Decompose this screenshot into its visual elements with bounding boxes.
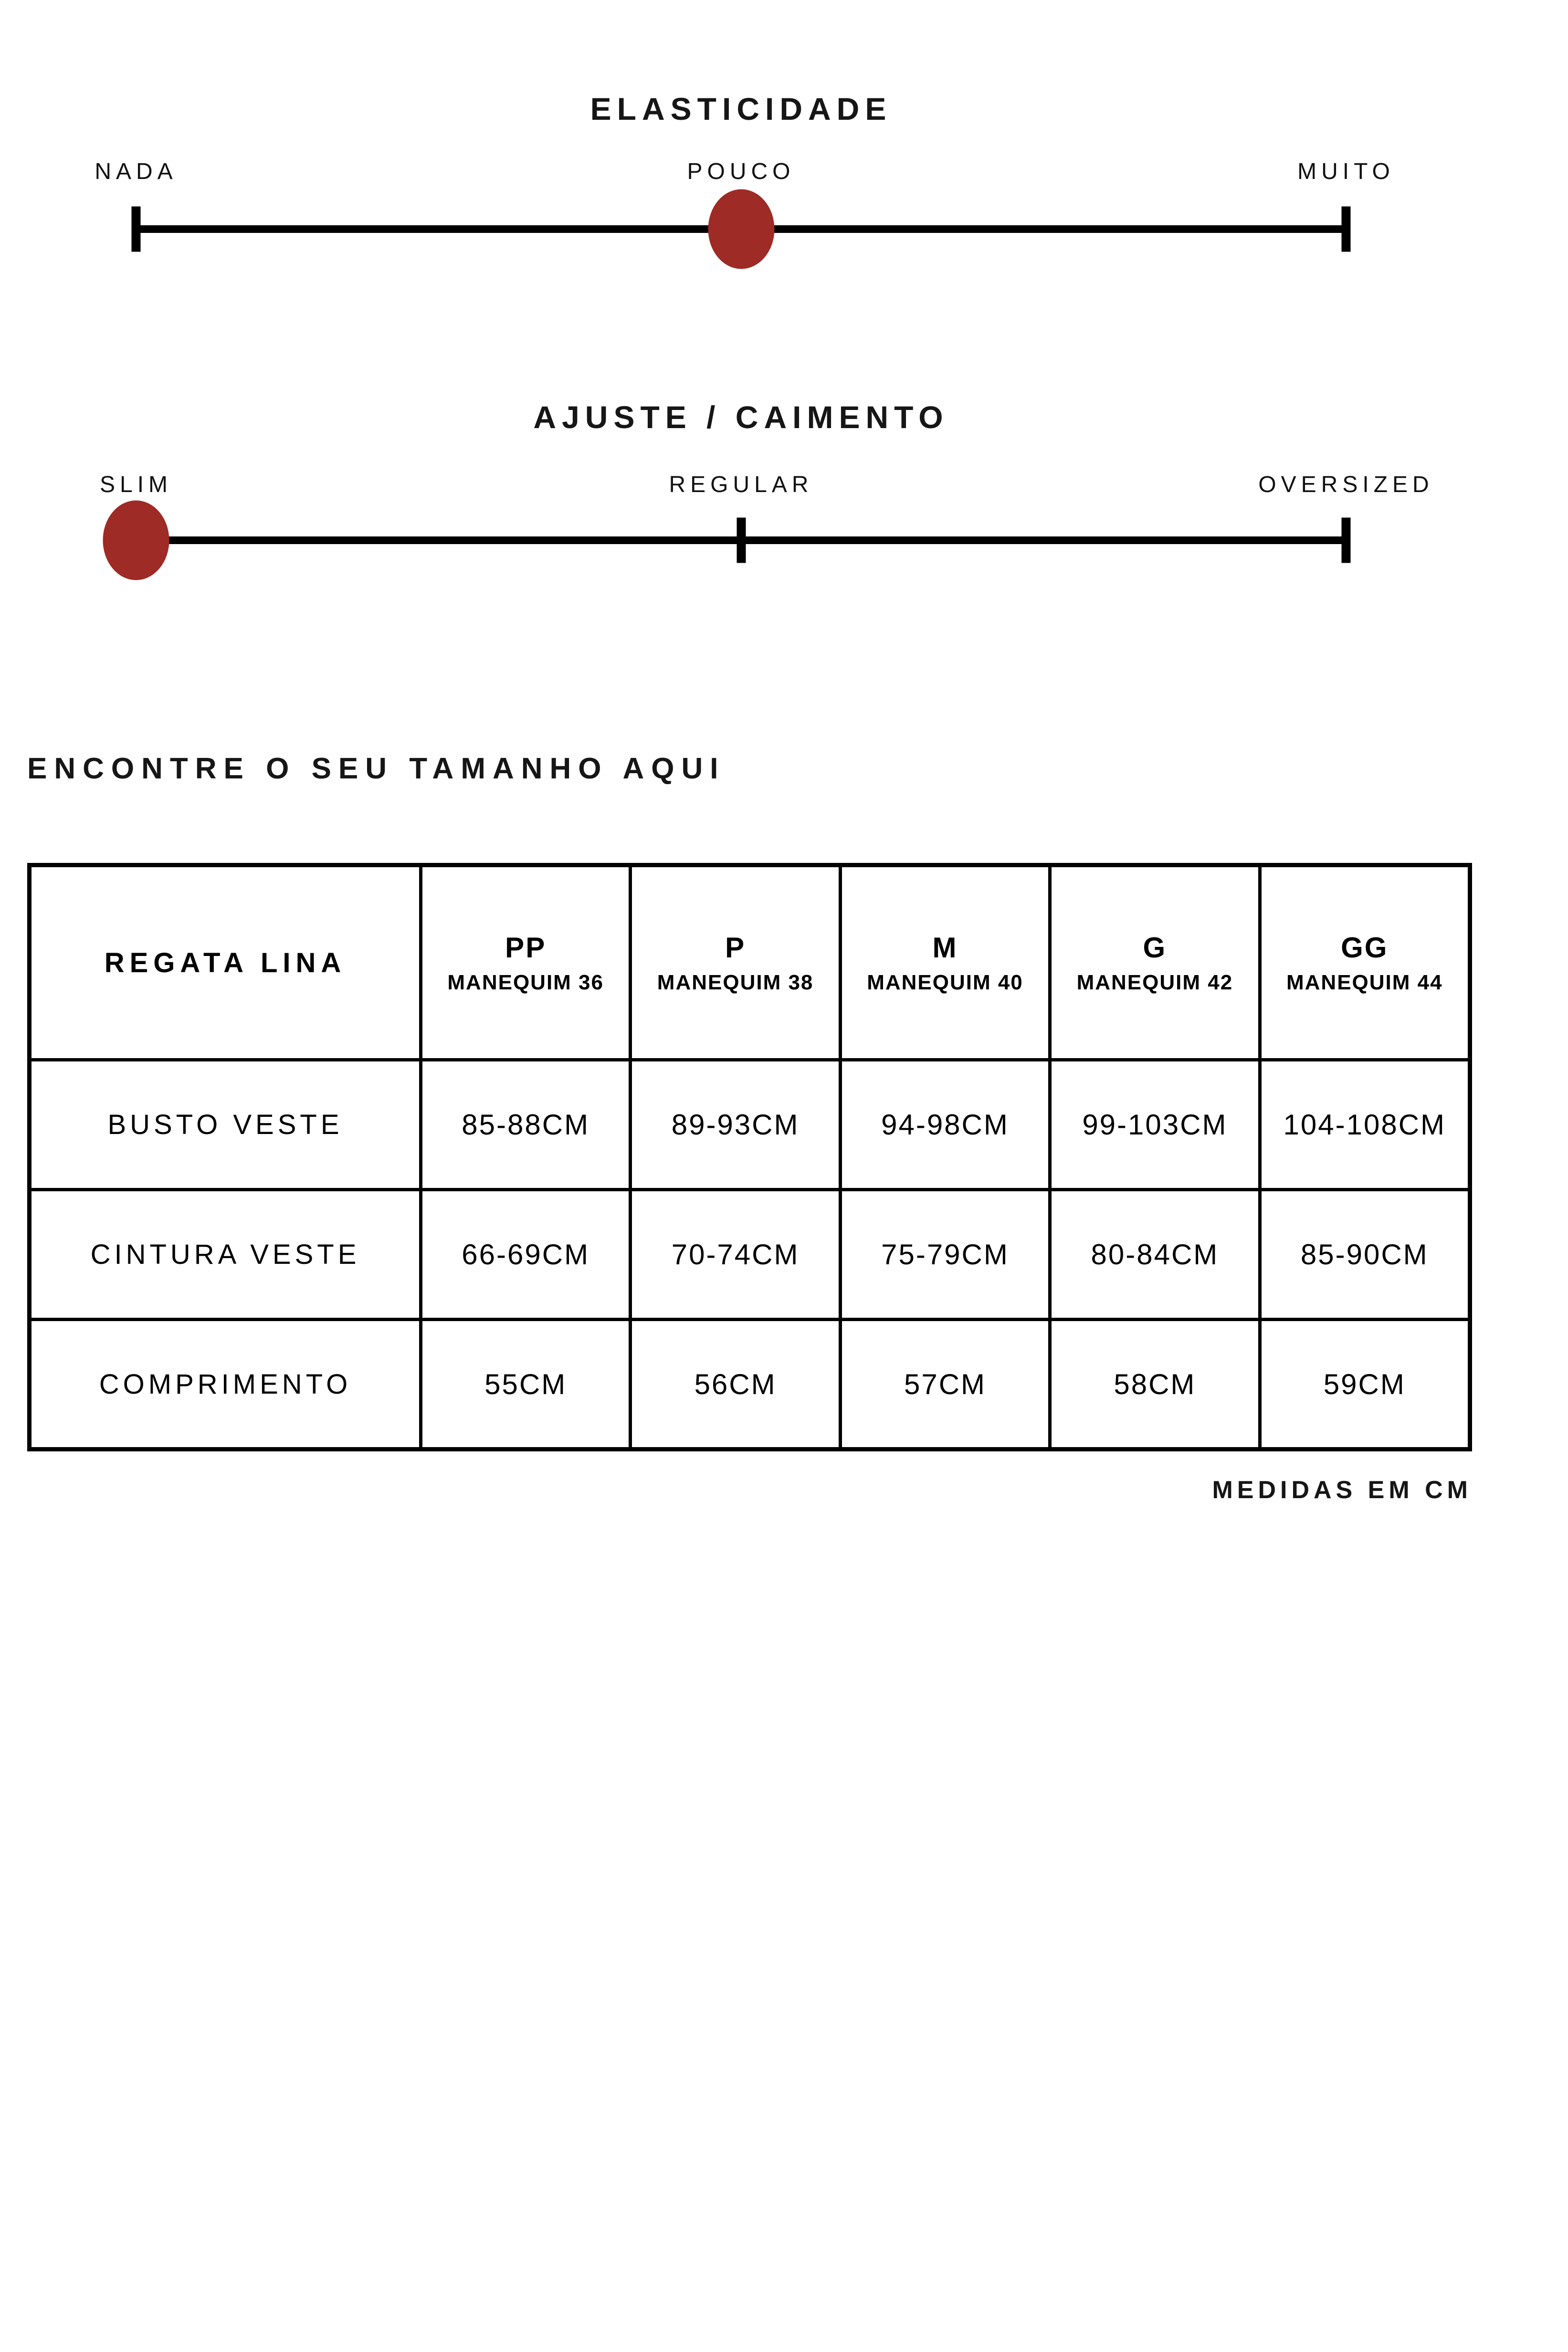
table-row-label-cell — [32, 1058, 419, 1188]
cell-value: 104-108CM — [1283, 1109, 1446, 1141]
fit-label-regular: REGULAR — [669, 472, 813, 497]
cell-value: 80-84CM — [1091, 1239, 1219, 1270]
table-cell — [1258, 1318, 1468, 1447]
fit-label-slim: SLIM — [99, 472, 173, 497]
cell-value: 85-88CM — [462, 1109, 590, 1141]
table-header-p — [629, 867, 838, 1058]
table-cell — [839, 1058, 1048, 1188]
elasticity-title: ELASTICIDADE — [590, 91, 892, 126]
cell-value: 94-98CM — [881, 1109, 1009, 1141]
fit-label-oversized: OVERSIZED — [1258, 472, 1434, 497]
measurements-footnote: MEDIDAS EM CM — [1212, 1476, 1472, 1504]
find-size-heading: ENCONTRE O SEU TAMANHO AQUI — [27, 752, 726, 785]
table-row-label-cell — [32, 1318, 419, 1447]
elasticity-scale-labels — [95, 158, 1395, 187]
table-cell — [1048, 1318, 1258, 1447]
fit-indicator-dot — [103, 501, 169, 580]
table-header-pp — [419, 867, 629, 1058]
fit-slider — [136, 536, 1346, 544]
fit-section — [99, 399, 1434, 590]
table-cell — [839, 1188, 1048, 1318]
elasticity-indicator-dot — [708, 189, 774, 269]
table-cell — [629, 1318, 838, 1447]
cell-value: 59CM — [1323, 1368, 1406, 1400]
mannequin-label: MANEQUIM 40 — [867, 970, 1023, 994]
fit-scale-labels — [99, 472, 1434, 500]
table-row-label-cell — [32, 1188, 419, 1318]
row-label: BUSTO VESTE — [107, 1109, 343, 1140]
row-label: COMPRIMENTO — [99, 1368, 352, 1400]
size-label: PP — [505, 931, 547, 964]
table-cell — [419, 1058, 629, 1188]
cell-value: 75-79CM — [881, 1239, 1009, 1270]
cell-value: 70-74CM — [671, 1239, 800, 1270]
cell-value: 66-69CM — [462, 1239, 590, 1270]
table-header-m — [839, 867, 1048, 1058]
elasticity-label-pouco: POUCO — [687, 159, 795, 184]
slider-tick-start — [132, 207, 141, 252]
cell-value: 58CM — [1114, 1368, 1196, 1400]
cell-value: 57CM — [904, 1368, 987, 1400]
elasticity-label-muito: MUITO — [1297, 159, 1395, 184]
size-table — [27, 863, 1472, 1451]
table-header-g — [1048, 867, 1258, 1058]
slider-tick-end — [1342, 518, 1351, 563]
size-label: GG — [1341, 931, 1389, 964]
cell-value: 99-103CM — [1082, 1109, 1228, 1141]
table-product-cell — [32, 867, 419, 1058]
mannequin-label: MANEQUIM 36 — [447, 970, 604, 994]
fit-title: AJUSTE / CAIMENTO — [533, 399, 949, 435]
slider-tick-end — [1342, 207, 1351, 252]
table-cell — [629, 1058, 838, 1188]
table-header-gg — [1258, 867, 1468, 1058]
product-name: REGATA LINA — [104, 947, 347, 978]
size-label: P — [725, 931, 746, 964]
table-cell — [629, 1188, 838, 1318]
table-cell — [1048, 1058, 1258, 1188]
mannequin-label: MANEQUIM 38 — [657, 970, 814, 994]
table-cell — [419, 1188, 629, 1318]
size-label: G — [1143, 931, 1167, 964]
elasticity-slider — [136, 225, 1346, 233]
table-cell — [1048, 1188, 1258, 1318]
table-cell — [419, 1318, 629, 1447]
table-cell — [1258, 1058, 1468, 1188]
size-label: M — [932, 931, 958, 964]
elasticity-section — [95, 91, 1395, 282]
cell-value: 56CM — [694, 1368, 777, 1400]
table-cell — [1258, 1188, 1468, 1318]
elasticity-label-nada: NADA — [95, 159, 178, 184]
cell-value: 85-90CM — [1300, 1239, 1429, 1270]
mannequin-label: MANEQUIM 42 — [1076, 970, 1233, 994]
cell-value: 89-93CM — [671, 1109, 800, 1141]
slider-tick-middle — [737, 518, 746, 563]
mannequin-label: MANEQUIM 44 — [1286, 970, 1443, 994]
cell-value: 55CM — [484, 1368, 567, 1400]
table-cell — [839, 1318, 1048, 1447]
row-label: CINTURA VESTE — [90, 1239, 360, 1270]
